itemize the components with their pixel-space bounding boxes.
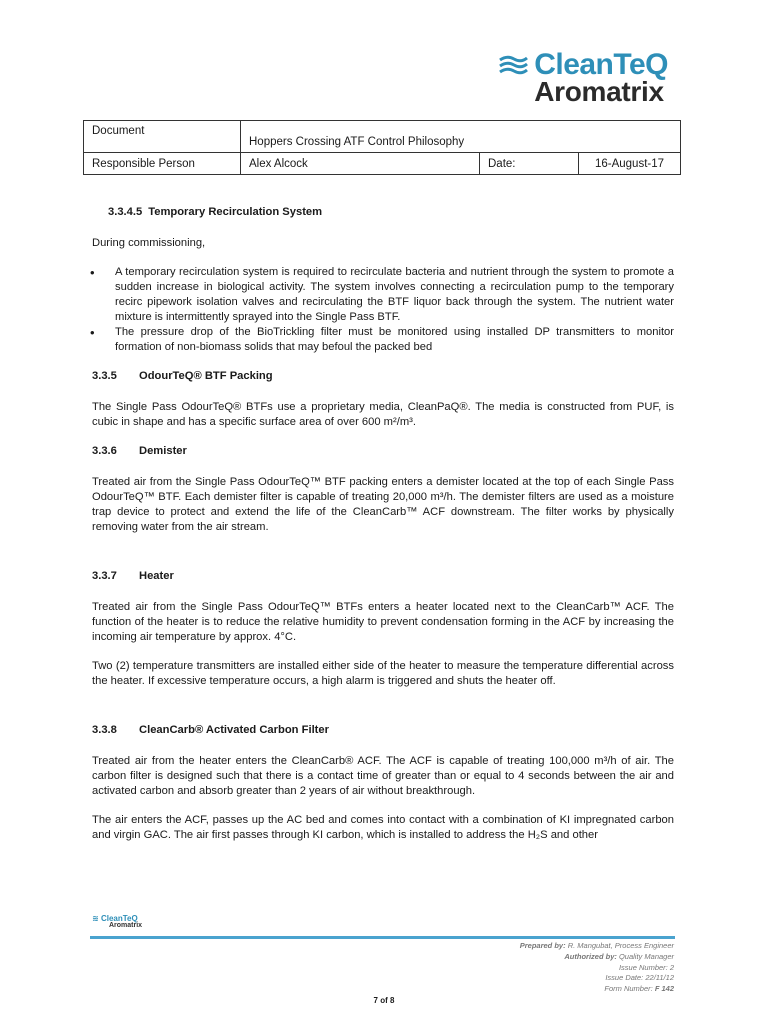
section-heading bbox=[92, 569, 674, 584]
paragraph: During commissioning, bbox=[92, 237, 206, 249]
issue-date: Issue Date: 22/11/12 bbox=[605, 973, 674, 983]
footer-info bbox=[520, 941, 674, 995]
section-heading bbox=[92, 369, 674, 384]
paragraph: Treated air from the Single Pass OdourTeQ™ BTFs enters a heater located next to the CleanCarb™ ACF. The function of the heater is to reduce the relative humidity to prevent condensation forming in the ACF by increasing the incoming air temperature by approx. 4°C. bbox=[92, 601, 674, 643]
prepared-value: R. Mangubat, Process Engineer bbox=[567, 941, 674, 950]
logo-brand-text: CleanTeQ bbox=[534, 48, 668, 81]
paragraph: The Single Pass OdourTeQ® BTFs use a proprietary media, CleanPaQ®. The media is constructed from PUF, is cubic in shape and has a specific surface area of over 600 m²/m³. bbox=[92, 401, 674, 428]
date-value: 16-August-17 bbox=[579, 153, 681, 175]
form-value: F 142 bbox=[654, 984, 674, 994]
paragraph: Two (2) temperature transmitters are installed either side of the heater to measure the temperature differential across the heater. If excessive temperature occurs, a high alarm is triggered and shuts the heater off. bbox=[92, 660, 674, 687]
responsible-label: Responsible Person bbox=[84, 153, 241, 175]
document-label: Document bbox=[84, 121, 241, 153]
paragraph: Treated air from the Single Pass OdourTeQ™ BTF packing enters a demister located at the top of each Single Pass OdourTeQ™ BTF. Each demister filter is capable of treating 20,000 m³/h. The demister filters are used as a moisture trap device to protect and extend the life of the CleanCarb™ ACF downstream. The filter works by physically removing water from the air stream. bbox=[92, 476, 674, 533]
list-item: • A temporary recirculation system is required to recirculate bacteria and nutrient through the system to promote a sudden increase in biological activity. The system involves connecting a recirculation pump to the temporary recirc pipework isolation valves and recirculating the BTF liquor back through the system. The nutrient water mixture is intermittently sprayed into the Single Pass BTF. bbox=[92, 265, 674, 325]
section-title: Temporary Recirculation System bbox=[148, 206, 323, 218]
wave-small-icon: ≋ bbox=[92, 914, 99, 923]
date-label: Date: bbox=[480, 153, 579, 175]
footer-logo bbox=[92, 914, 142, 929]
bullet-list bbox=[92, 265, 674, 355]
section-number: 3.3.5 bbox=[92, 370, 117, 382]
section-title: Heater bbox=[139, 570, 174, 582]
paragraph: Treated air from the heater enters the CleanCarb® ACF. The ACF is capable of treating 100,000 m³/h of air. The carbon filter is designed such that there is a contact time of greater than or equal to 4 seconds between the air and activated carbon and absorb greater than 2 years of air without breakthrough. bbox=[92, 755, 674, 797]
responsible-value: Alex Alcock bbox=[241, 153, 480, 175]
paragraph: The air enters the ACF, passes up the AC bed and comes into contact with a combination of KI impregnated carbon and virgin GAC. The air first passes through KI carbon, which is installed to address the H₂S and other bbox=[92, 814, 674, 841]
page-number: 7 of 8 bbox=[373, 996, 395, 1005]
section-title: Demister bbox=[139, 445, 187, 457]
logo-sub-text: Aromatrix bbox=[534, 76, 664, 107]
section-heading bbox=[92, 444, 674, 459]
footer-logo-sub: Aromatrix bbox=[109, 922, 143, 929]
section-number: 3.3.7 bbox=[92, 570, 117, 582]
section-heading bbox=[92, 723, 674, 738]
section-number: 3.3.8 bbox=[92, 724, 117, 736]
section-number: 3.3.6 bbox=[92, 445, 117, 457]
footer-divider bbox=[90, 936, 675, 939]
list-item: • The pressure drop of the BioTrickling filter must be monitored using installed DP transmitters to monitor formation of non-biomass solids that may befoul the packed bed bbox=[92, 325, 674, 355]
prepared-label: Prepared by: bbox=[519, 941, 566, 950]
form-label: Form Number: bbox=[604, 984, 653, 994]
company-logo bbox=[498, 48, 668, 108]
section-title: OdourTeQ® BTF Packing bbox=[139, 370, 273, 382]
document-value: Hoppers Crossing ATF Control Philosophy bbox=[241, 121, 681, 153]
authorized-value: Quality Manager bbox=[618, 951, 674, 961]
authorized-label: Authorized by: bbox=[564, 951, 617, 961]
footer-logo-brand: CleanTeQ bbox=[100, 914, 138, 923]
document-body bbox=[92, 205, 674, 857]
section-title: CleanCarb® Activated Carbon Filter bbox=[139, 724, 329, 736]
section-heading bbox=[92, 205, 674, 220]
section-number: 3.3.4.5 bbox=[108, 206, 143, 218]
wave-logo-icon bbox=[498, 54, 528, 76]
issue-number: Issue Number: 2 bbox=[618, 962, 674, 972]
document-header-table bbox=[83, 120, 681, 175]
